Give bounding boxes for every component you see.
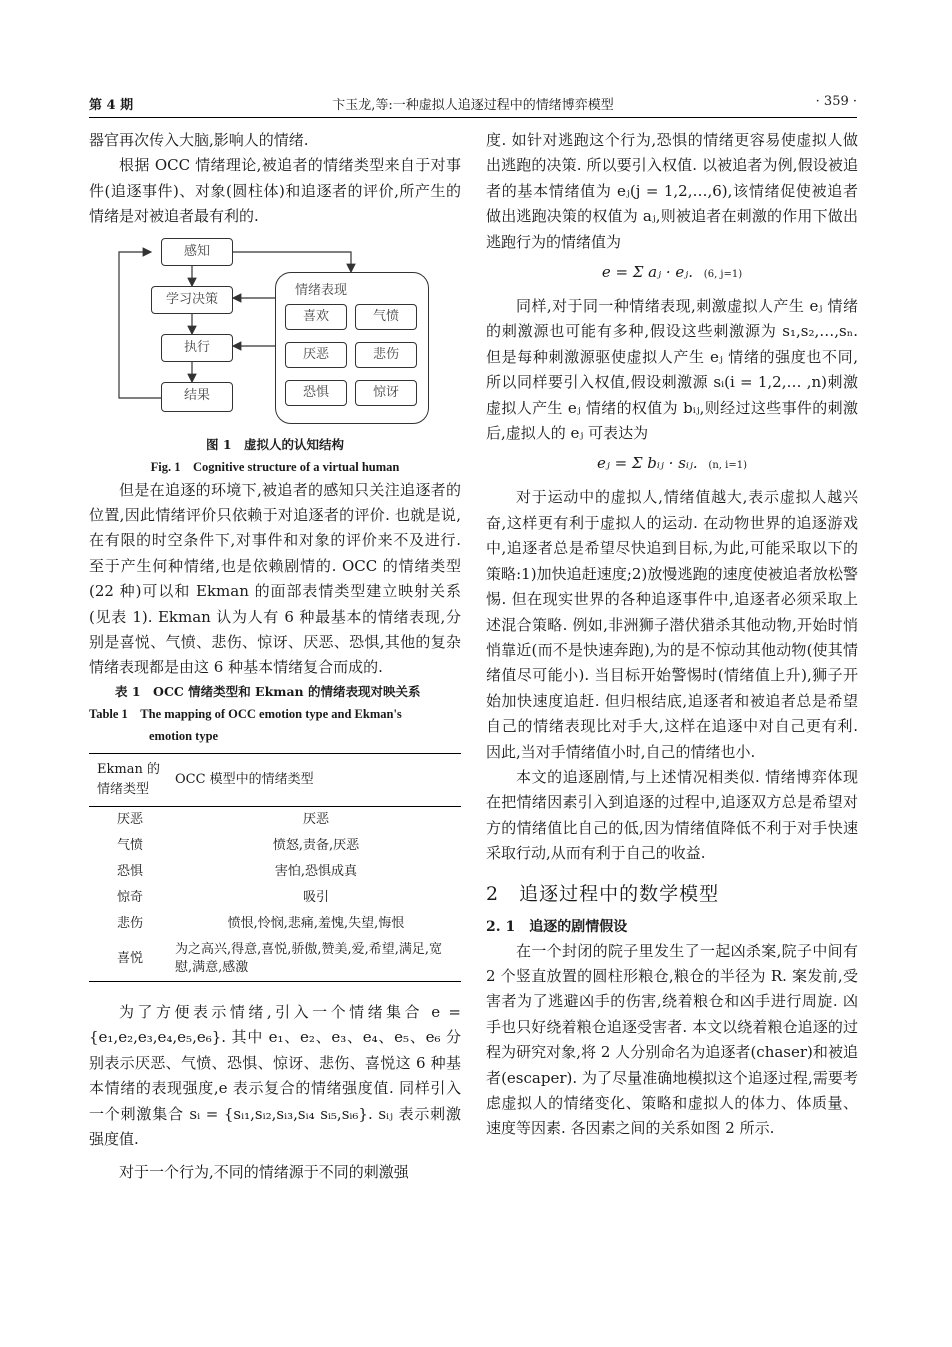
paragraph: 对于运动中的虚拟人,情绪值越大,表示虚拟人越兴奋,这样更有利于虚拟人的运动. 在动物世界的追逐游戏中,追逐者总是希望尽快追到目标,为此,可能采取以下的策略:1)加快追赶速度;2)放慢逃跑的速度使被追者放松警惕. 但在现实世界的各种追逐事件中,追逐者必须采取上述混合策略. 例如,非洲狮子潜伏猎杀其他动物,开始时悄悄靠近(而不是快速奔跑),为的是不惊动其他动物(使其情绪值尽可能小). 当目标开始警惕时(情绪值上升),狮子开始加快速度追赶. 但归根结底,追逐者和被追者总是希望自己的情绪表现比对手大,这样在追逐中对自己更有利. 因此,当对手情绪值小时,自己的情绪也小. <box>486 488 858 761</box>
table-cell: 吸引 <box>302 889 329 905</box>
page-number: · 359 · <box>815 94 857 109</box>
equation-2-upper: n <box>712 460 719 472</box>
table-caption-en-cont: emotion type <box>149 728 219 743</box>
table-cell: 惊奇 <box>116 889 143 905</box>
equation-2: eⱼ = Σ bᵢⱼ · sᵢⱼ. (n, i=1) <box>596 454 747 473</box>
emotion-anger: 气愤 <box>355 304 417 330</box>
right-column <box>486 128 858 1142</box>
table-row <box>89 859 461 885</box>
emotion-disgust: 厌恶 <box>285 342 347 368</box>
paragraph: 为了方便表示情绪,引入一个情绪集合 e = {e₁,e₂,e₃,e₄,e₅,e₆}. 其中 e₁、e₂、e₃、e₄、e₅、e₆ 分别表示厌恶、气愤、恐惧、惊讶、悲伤、喜悦这 6 种基本情绪的表现强度,e 表示复合的情绪强度值. 同样引入一个刺激集合 sᵢ = {sᵢ₁,sᵢ₂,sᵢ₃,sᵢ₄ sᵢ₅,sᵢ₆}. sᵢⱼ 表示刺激强度值. <box>89 1002 461 1148</box>
paragraph: 器官再次传入大脑,影响人的情绪. <box>89 131 309 149</box>
table-caption-cn: 表 1 OCC 情绪类型和 Ekman 的情绪表现对映关系 <box>115 683 421 699</box>
equation-1-upper: 6 <box>707 269 715 281</box>
table-cell: 悲伤 <box>116 915 143 931</box>
equation-1: e = Σ aⱼ · eⱼ. (6, j=1) <box>601 263 743 282</box>
emotion-like: 喜欢 <box>285 304 347 330</box>
table-cell: 气愤 <box>116 837 143 853</box>
table-row <box>89 937 461 982</box>
figure-caption-en: Fig. 1 Cognitive structure of a virtual human <box>150 459 400 474</box>
header-rule <box>89 117 857 118</box>
left-column <box>89 128 461 1186</box>
table-row <box>89 806 461 833</box>
learning-decision-box: 学习决策 <box>151 286 233 314</box>
table-caption-en: Table 1 The mapping of OCC emotion type and Ekman's <box>89 706 402 721</box>
emotion-panel-title: 情绪表现 <box>295 282 348 298</box>
paragraph: 但是在追逐的环境下,被追者的感知只关注追逐者的位置,因此情绪评价只依赖于对追逐者的评价. 也就是说,在有限的时空条件下,对事件和对象的评价来不及进行. 至于产生何种情绪,也是依赖剧情的. OCC 的情绪类型(22 种)可以和 Ekman 的面部表情类型建立映射关系(见表 1). Ekman 认为人有 6 种最基本的情绪表现,分别是喜悦、气愤、悲伤、惊讶、厌恶、恐惧,其他的复杂情绪表现都是由这 6 种基本情绪复合而成的. <box>89 480 461 677</box>
table-cell: 厌恶 <box>302 811 329 827</box>
paragraph: 度. 如针对逃跑这个行为,恐惧的情绪更容易使虚拟人做出逃跑的决策. 所以要引入权值. 以被追者为例,假设被追者的基本情绪值为 eⱼ(j = 1,2,…,6),该情绪促使被追者做出逃跑决策的权值为 aⱼ,则被追者在刺激的作用下做出逃跑行为的情绪值为 <box>486 131 858 251</box>
equation-1-text: e = Σ aⱼ · eⱼ. <box>601 263 693 282</box>
running-title: 卞玉龙,等:一种虚拟人追逐过程中的情绪博弈模型 <box>332 98 614 113</box>
emotion-mapping-table <box>89 753 461 982</box>
perception-box: 感知 <box>161 238 233 266</box>
result-box: 结果 <box>161 382 233 412</box>
table-row <box>89 833 461 859</box>
page-header <box>89 94 857 116</box>
paragraph: 本文的追逐剧情,与上述情况相类似. 情绪博弈体现在把情绪因素引入到追逐的过程中,追逐双方总是希望对方的情绪值比自己的低,因为情绪值降低不利于对手快速采取行动,从而有利于自己的收益. <box>486 767 858 863</box>
table-cell: 害怕,恐惧成真 <box>274 863 358 879</box>
execute-box: 执行 <box>161 334 233 362</box>
emotion-fear: 恐惧 <box>285 380 347 406</box>
table-cell: 愤恨,怜悯,悲痛,羞愧,失望,悔恨 <box>227 915 405 931</box>
table-header-ekman: Ekman 的情绪类型 <box>97 761 160 797</box>
table-row <box>89 885 461 911</box>
table-cell: 喜悦 <box>116 950 143 966</box>
section-heading: 2 追逐过程中的数学模型 <box>486 882 720 905</box>
equation-2-text: eⱼ = Σ bᵢⱼ · sᵢⱼ. <box>596 454 698 473</box>
table-cell: 为之高兴,得意,喜悦,骄傲,赞美,爱,希望,满足,宽慰,满意,感激 <box>175 941 443 975</box>
paragraph: 根据 OCC 情绪理论,被追者的情绪类型来自于对事件(追逐事件)、对象(圆柱体)和追逐者的评价,所产生的情绪是对被追者最有利的. <box>89 156 461 226</box>
table-cell: 厌恶 <box>116 811 143 827</box>
equation-2-lower: i=1 <box>725 460 744 472</box>
table-row <box>89 911 461 937</box>
paragraph: 对于一个行为,不同的情绪源于不同的刺激强 <box>119 1163 409 1182</box>
table-cell: 愤怒,责备,厌恶 <box>272 837 360 853</box>
table-header-occ: OCC 模型中的情绪类型 <box>175 771 314 787</box>
emotion-surprise: 惊讶 <box>355 380 417 406</box>
issue-number: 第 4 期 <box>89 98 134 113</box>
subsection-heading: 2. 1 追逐的剧情假设 <box>486 918 628 935</box>
figure-cognitive-structure <box>89 234 461 434</box>
equation-1-lower: j=1 <box>720 269 739 281</box>
paragraph: 在一个封闭的院子里发生了一起凶杀案,院子中间有 2 个竖直放置的圆柱形粮仓,粮仓的半径为 R. 案发前,受害者为了逃避凶手的伤害,绕着粮仓和凶手进行周旋. 凶手也只好绕着粮仓追逐受害者. 本文以绕着粮仓追逐的过程为研究对象,将 2 人分别命名为追逐者(chaser)和被追者(escaper). 为了尽量准确地模拟这个追逐过程,需要考虑虚拟人的情绪变化、策略和虚拟人的体力、体质量、速度等因素. 各因素之间的关系如图 2 所示. <box>486 941 858 1138</box>
table-header-row <box>89 753 461 806</box>
figure-caption-cn: 图 1 虚拟人的认知结构 <box>205 436 345 452</box>
paragraph: 同样,对于同一种情绪表现,刺激虚拟人产生 eⱼ 情绪的刺激源也可能有多种,假设这些刺激源为 s₁,s₂,…,sₙ. 但是每种刺激源驱使虚拟人产生 eⱼ 情绪的强度也不同,所以同样要引入权值,假设刺激源 sᵢ(i = 1,2,… ,n)刺激虚拟人产生 eⱼ 情绪的权值为 bᵢⱼ,则经过这些事件的刺激后,虚拟人的 eⱼ 可表达为 <box>486 297 858 443</box>
table-cell: 恐惧 <box>116 863 143 879</box>
emotion-sadness: 悲伤 <box>355 342 417 368</box>
